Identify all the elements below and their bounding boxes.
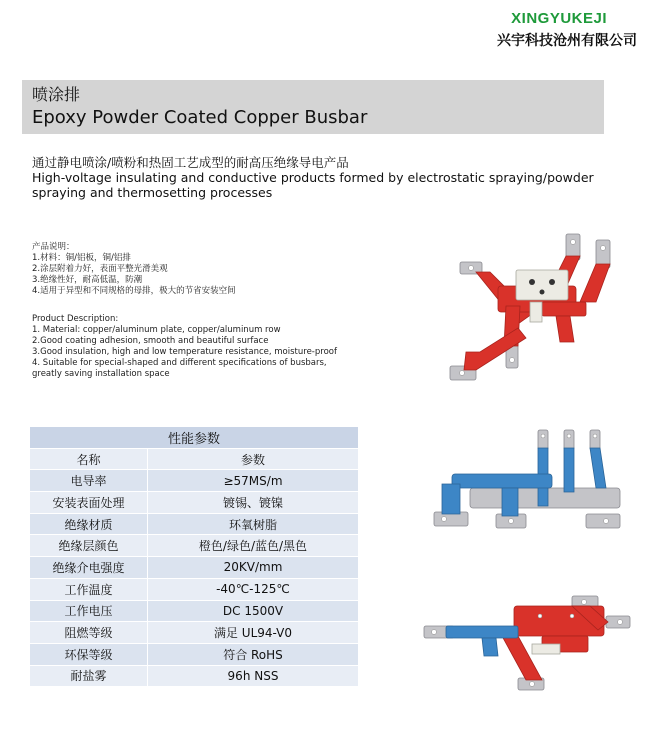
intro-en-line-2: spraying and thermosetting processes xyxy=(32,185,273,200)
description-cn-item: 4.适用于异型和不同规格的母排，极大的节省安装空间 xyxy=(32,286,236,296)
product-image-blue-busbars xyxy=(430,428,626,543)
description-cn-item: 1.材料：铜/铝板，铜/铝排 xyxy=(32,253,131,263)
spec-name: 电导率 xyxy=(30,470,148,492)
description-cn-item: 2.涂层附着力好，表面平整光滑美观 xyxy=(32,264,168,274)
description-cn-item: 3.绝缘性好，耐高低温，防潮 xyxy=(32,275,143,285)
spec-name: 绝缘层颜色 xyxy=(30,535,148,557)
spec-value: ≥57MS/m xyxy=(148,470,358,492)
description-cn xyxy=(32,242,402,297)
product-image-red-blue-assembly xyxy=(422,582,632,700)
spec-value: -40℃-125℃ xyxy=(148,579,358,601)
table-row xyxy=(30,622,358,644)
spec-name: 安装表面处理 xyxy=(30,492,148,514)
specs-col-name: 名称 xyxy=(30,449,148,471)
specs-title: 性能参数 xyxy=(30,427,358,449)
description-cn-heading: 产品说明： xyxy=(32,242,75,252)
intro xyxy=(32,155,602,200)
page-title-en: Epoxy Powder Coated Copper Busbar xyxy=(32,107,368,128)
spec-value: 镀锡、镀镍 xyxy=(148,492,358,514)
description-en-item: 4. Suitable for special-shaped and different specifications of busbars, xyxy=(32,358,327,368)
spec-name: 耐盐雾 xyxy=(30,666,148,688)
table-row xyxy=(30,601,358,623)
intro-en-line-1: High-voltage insulating and conductive products formed by electrostatic spraying/powder xyxy=(32,170,594,185)
spec-name: 绝缘材质 xyxy=(30,514,148,536)
spec-name: 工作电压 xyxy=(30,601,148,623)
table-row xyxy=(30,492,358,514)
table-row xyxy=(30,535,358,557)
spec-value: 满足 UL94-V0 xyxy=(148,622,358,644)
title-bar xyxy=(22,80,604,134)
spec-value: 20KV/mm xyxy=(148,557,358,579)
specs-table xyxy=(30,427,358,687)
specs-title-row xyxy=(30,427,358,449)
product-image-red-assembly xyxy=(446,232,616,392)
description-en-item: 1. Material: copper/aluminum plate, copper/aluminum row xyxy=(32,325,281,335)
spec-name: 工作温度 xyxy=(30,579,148,601)
brand-name-en: XINGYUKEJI xyxy=(511,10,607,27)
spec-value: DC 1500V xyxy=(148,601,358,623)
table-row xyxy=(30,557,358,579)
description-en-heading: Product Description: xyxy=(32,314,119,324)
spec-name: 环保等级 xyxy=(30,644,148,666)
table-row xyxy=(30,470,358,492)
table-row xyxy=(30,666,358,688)
table-row xyxy=(30,579,358,601)
specs-header-row xyxy=(30,449,358,471)
description-en-item: 3.Good insulation, high and low temperature resistance, moisture-proof xyxy=(32,347,337,357)
spec-name: 阻燃等级 xyxy=(30,622,148,644)
table-row xyxy=(30,644,358,666)
spec-value: 橙色/绿色/蓝色/黑色 xyxy=(148,535,358,557)
spec-value: 符合 RoHS xyxy=(148,644,358,666)
brand-name-cn: 兴宇科技沧州有限公司 xyxy=(497,33,637,49)
description-en xyxy=(32,314,402,380)
description-en-item: greatly saving installation space xyxy=(32,369,170,379)
specs-col-value: 参数 xyxy=(148,449,358,471)
table-row xyxy=(30,514,358,536)
page-title-cn: 喷涂排 xyxy=(32,85,81,104)
spec-name: 绝缘介电强度 xyxy=(30,557,148,579)
intro-cn: 通过静电喷涂/喷粉和热固工艺成型的耐高压绝缘导电产品 xyxy=(32,155,349,170)
spec-value: 96h NSS xyxy=(148,666,358,688)
description-en-item: 2.Good coating adhesion, smooth and beautiful surface xyxy=(32,336,269,346)
spec-value: 环氧树脂 xyxy=(148,514,358,536)
